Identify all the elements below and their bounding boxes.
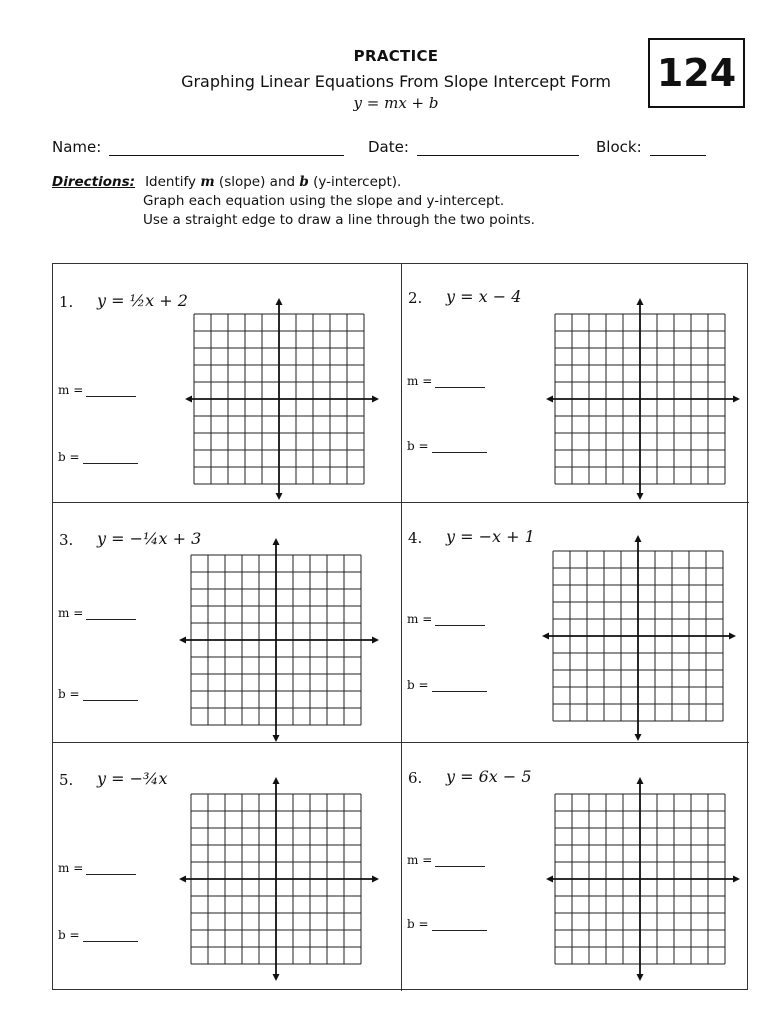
intercept-variable: b <box>299 174 309 190</box>
intercept-label: b = <box>58 928 80 942</box>
coordinate-grid[interactable] <box>542 535 736 741</box>
slope-label: m = <box>407 612 433 626</box>
y-axis-arrow-down <box>637 493 644 500</box>
name-label: Name: <box>52 138 102 156</box>
slope-intercept-formula: y = mx + b <box>353 94 439 112</box>
problem-equation: y = −¼x + 3 <box>97 529 202 548</box>
intercept-label: b = <box>407 678 429 692</box>
intercept-label: b = <box>407 439 429 453</box>
intercept-answer[interactable] <box>407 439 487 453</box>
problem-number: 1. <box>59 293 74 311</box>
name-field[interactable] <box>52 138 344 156</box>
slope-label: m = <box>407 853 433 867</box>
page-number-box: 124 <box>648 38 745 108</box>
problem-equation: y = 6x − 5 <box>446 767 532 786</box>
date-label: Date: <box>368 138 409 156</box>
x-axis-arrow-right <box>372 637 379 644</box>
intercept-answer[interactable] <box>58 450 138 464</box>
x-axis-arrow-left <box>179 876 186 883</box>
y-axis-arrow-up <box>637 777 644 784</box>
intercept-answer[interactable] <box>407 917 487 931</box>
problem-cell <box>53 742 401 991</box>
slope-label: m = <box>407 374 433 388</box>
y-axis-arrow-down <box>635 734 642 741</box>
worksheet-header <box>0 0 770 130</box>
directions-text: (slope) and <box>218 174 296 190</box>
date-blank[interactable] <box>417 142 579 156</box>
problem-equation: y = −x + 1 <box>446 527 535 546</box>
y-axis-arrow-up <box>273 777 280 784</box>
intercept-blank[interactable] <box>432 920 487 931</box>
intercept-blank[interactable] <box>83 453 138 464</box>
y-axis-arrow-down <box>637 974 644 981</box>
x-axis-arrow-left <box>179 637 186 644</box>
problem-number: 3. <box>59 531 74 549</box>
intercept-label: b = <box>407 917 429 931</box>
problem-cell <box>401 264 749 502</box>
slope-blank[interactable] <box>86 386 136 397</box>
x-axis-arrow-right <box>733 396 740 403</box>
x-axis-arrow-left <box>546 396 553 403</box>
block-label: Block: <box>596 138 642 156</box>
intercept-label: b = <box>58 687 80 701</box>
problem-equation: y = −¾x <box>97 769 168 788</box>
coordinate-grid[interactable] <box>546 777 740 981</box>
coordinate-grid[interactable] <box>546 298 740 500</box>
slope-answer[interactable] <box>58 383 136 397</box>
coordinate-grid[interactable] <box>185 298 379 500</box>
x-axis-arrow-left <box>185 396 192 403</box>
slope-answer[interactable] <box>407 853 485 867</box>
block-field[interactable] <box>596 138 706 156</box>
slope-label: m = <box>58 606 84 620</box>
y-axis-arrow-down <box>276 493 283 500</box>
directions-line-3: Use a straight edge to draw a line through the two points. <box>143 212 535 228</box>
intercept-answer[interactable] <box>58 687 138 701</box>
x-axis-arrow-right <box>729 633 736 640</box>
worksheet-title: PRACTICE <box>353 47 439 65</box>
y-axis-arrow-up <box>635 535 642 542</box>
problem-cell <box>53 264 401 502</box>
x-axis-arrow-right <box>733 876 740 883</box>
y-axis-arrow-up <box>637 298 644 305</box>
intercept-blank[interactable] <box>83 690 138 701</box>
directions-text: Identify <box>145 174 197 190</box>
slope-blank[interactable] <box>435 377 485 388</box>
problem-number: 2. <box>408 289 423 307</box>
x-axis-arrow-left <box>546 876 553 883</box>
intercept-blank[interactable] <box>432 681 487 692</box>
directions-text: (y-intercept). <box>313 174 402 190</box>
intercept-blank[interactable] <box>432 442 487 453</box>
problem-number: 6. <box>408 769 423 787</box>
y-axis-arrow-down <box>273 974 280 981</box>
problem-cell <box>401 742 749 991</box>
intercept-answer[interactable] <box>407 678 487 692</box>
directions-line-2: Graph each equation using the slope and y-intercept. <box>143 193 505 209</box>
slope-blank[interactable] <box>86 864 136 875</box>
date-field[interactable] <box>368 138 579 156</box>
slope-blank[interactable] <box>86 609 136 620</box>
slope-answer[interactable] <box>407 612 485 626</box>
slope-answer[interactable] <box>407 374 485 388</box>
intercept-answer[interactable] <box>58 928 138 942</box>
slope-answer[interactable] <box>58 861 136 875</box>
block-blank[interactable] <box>650 142 706 156</box>
problem-cell <box>401 502 749 742</box>
x-axis-arrow-right <box>372 396 379 403</box>
coordinate-grid[interactable] <box>179 777 379 981</box>
slope-blank[interactable] <box>435 615 485 626</box>
slope-answer[interactable] <box>58 606 136 620</box>
y-axis-arrow-down <box>273 735 280 742</box>
y-axis-arrow-up <box>273 538 280 545</box>
intercept-blank[interactable] <box>83 931 138 942</box>
problem-equation: y = ½x + 2 <box>97 291 188 310</box>
directions-label: Directions: <box>52 174 136 190</box>
name-blank[interactable] <box>109 142 344 156</box>
problem-number: 5. <box>59 771 74 789</box>
slope-blank[interactable] <box>435 856 485 867</box>
slope-label: m = <box>58 861 84 875</box>
worksheet-subtitle: Graphing Linear Equations From Slope Intercept Form <box>181 72 611 91</box>
problem-cell <box>53 502 401 742</box>
coordinate-grid[interactable] <box>179 538 379 742</box>
problem-equation: y = x − 4 <box>446 287 522 306</box>
x-axis-arrow-right <box>372 876 379 883</box>
problems-table <box>52 263 748 990</box>
x-axis-arrow-left <box>542 633 549 640</box>
slope-variable: m <box>200 174 215 190</box>
y-axis-arrow-up <box>276 298 283 305</box>
intercept-label: b = <box>58 450 80 464</box>
directions <box>52 173 535 230</box>
problem-number: 4. <box>408 529 423 547</box>
slope-label: m = <box>58 383 84 397</box>
